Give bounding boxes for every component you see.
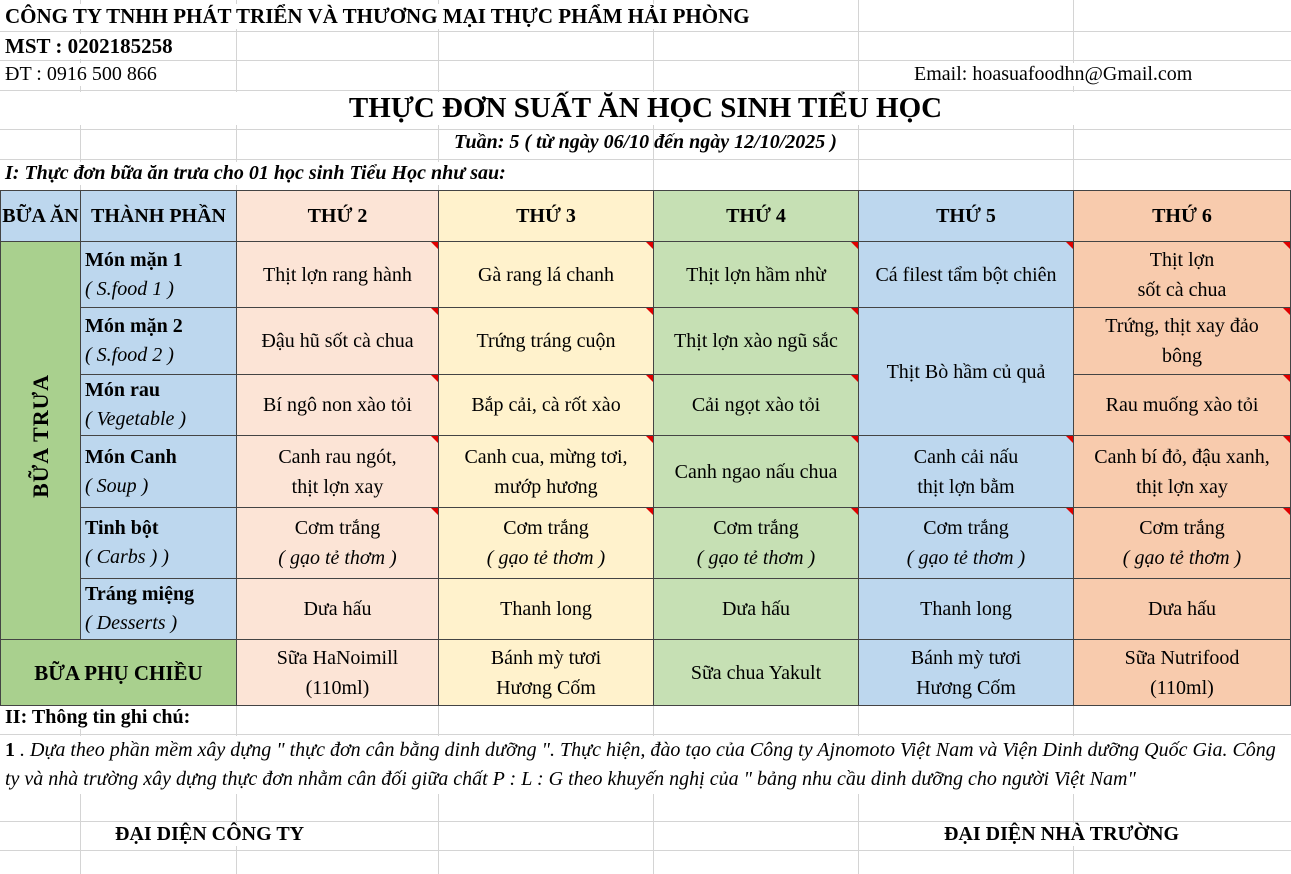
menu-cell[interactable]: Canh cua, mừng tơi, mướp hương — [439, 436, 654, 508]
component-cell: Món mặn 1 ( S.food 1 ) — [81, 242, 237, 308]
menu-cell[interactable]: Canh ngao nấu chua — [654, 436, 859, 508]
header-day-fri: THỨ 6 — [1074, 191, 1291, 242]
table-row — [1, 308, 1291, 375]
menu-cell[interactable]: Rau muống xào tỏi — [1074, 375, 1291, 436]
menu-cell[interactable]: Cơm trắng ( gạo tẻ thơm ) — [859, 508, 1074, 579]
menu-cell[interactable]: Thịt lợn rang hành — [237, 242, 439, 308]
section-notes-heading: II: Thông tin ghi chú: — [5, 706, 191, 728]
email-address: Email: hoasuafoodhn@Gmail.com — [914, 63, 1193, 85]
note-text: . Dựa theo phần mềm xây dựng " thực đơn cân bằng dinh dưỡng ". Thực hiện, đào tạo của Công ty Ajnomoto Việt Nam và Viện Dinh dưỡng Quốc Gia. Công ty và nhà trường xây dựng thực đơn nhằm cân đối giữa chất P : L : G theo khuyến nghị của " bảng nhu cầu dinh dưỡng cho người Việt Nam" — [5, 739, 1276, 790]
school-representative: ĐẠI DIỆN NHÀ TRƯỜNG — [944, 823, 1180, 845]
menu-cell[interactable]: Cơm trắng ( gạo tẻ thơm ) — [439, 508, 654, 579]
note-paragraph — [5, 736, 1285, 794]
menu-cell[interactable]: Cơm trắng ( gạo tẻ thơm ) — [237, 508, 439, 579]
menu-cell[interactable]: Thịt Bò hầm củ quả — [859, 308, 1074, 436]
menu-cell[interactable]: Thanh long — [439, 579, 654, 640]
snack-cell[interactable]: Bánh mỳ tươi Hương Cốm — [439, 640, 654, 706]
header-meal: BỮA ĂN — [1, 191, 81, 242]
component-cell: Món rau ( Vegetable ) — [81, 375, 237, 436]
menu-cell[interactable]: Dưa hấu — [237, 579, 439, 640]
menu-cell[interactable]: Thịt lợn hầm nhừ — [654, 242, 859, 308]
menu-cell[interactable]: Cơm trắng ( gạo tẻ thơm ) — [1074, 508, 1291, 579]
menu-table — [0, 190, 1291, 706]
table-row — [1, 375, 1291, 436]
table-row — [1, 508, 1291, 579]
menu-cell[interactable]: Cá filest tẩm bột chiên — [859, 242, 1074, 308]
menu-cell[interactable]: Trứng, thịt xay đảo bông — [1074, 308, 1291, 375]
table-row — [1, 436, 1291, 508]
menu-cell[interactable]: Bí ngô non xào tỏi — [237, 375, 439, 436]
menu-cell[interactable]: Đậu hũ sốt cà chua — [237, 308, 439, 375]
component-cell: Tráng miệng ( Desserts ) — [81, 579, 237, 640]
menu-cell[interactable]: Canh rau ngót, thịt lợn xay — [237, 436, 439, 508]
table-header-row — [1, 191, 1291, 242]
company-representative: ĐẠI DIỆN CÔNG TY — [115, 823, 305, 845]
menu-cell[interactable]: Cải ngọt xào tỏi — [654, 375, 859, 436]
menu-cell[interactable]: Gà rang lá chanh — [439, 242, 654, 308]
header-day-tue: THỨ 3 — [439, 191, 654, 242]
menu-cell[interactable]: Canh cải nấu thịt lợn bằm — [859, 436, 1074, 508]
snack-cell[interactable]: Bánh mỳ tươi Hương Cốm — [859, 640, 1074, 706]
menu-cell[interactable]: Thanh long — [859, 579, 1074, 640]
phone-number: ĐT : 0916 500 866 — [5, 63, 157, 85]
page-title: THỰC ĐƠN SUẤT ĂN HỌC SINH TIỂU HỌC — [0, 92, 1291, 125]
menu-cell[interactable]: Thịt lợn xào ngũ sắc — [654, 308, 859, 375]
snack-label: BỮA PHỤ CHIỀU — [1, 640, 237, 706]
lunch-label-cell — [1, 242, 81, 640]
menu-cell[interactable]: Bắp cải, cà rốt xào — [439, 375, 654, 436]
menu-cell[interactable]: Dưa hấu — [1074, 579, 1291, 640]
menu-cell[interactable]: Canh bí đỏ, đậu xanh, thịt lợn xay — [1074, 436, 1291, 508]
snack-row — [1, 640, 1291, 706]
menu-cell[interactable]: Dưa hấu — [654, 579, 859, 640]
note-number: 1 — [5, 739, 15, 761]
lunch-label: BỮA TRƯA — [27, 374, 53, 498]
table-row — [1, 242, 1291, 308]
snack-cell[interactable]: Sữa HaNoimill (110ml) — [237, 640, 439, 706]
menu-cell[interactable]: Cơm trắng ( gạo tẻ thơm ) — [654, 508, 859, 579]
snack-cell[interactable]: Sữa Nutrifood (110ml) — [1074, 640, 1291, 706]
company-name: CÔNG TY TNHH PHÁT TRIỂN VÀ THƯƠNG MẠI THỰC PHẨM HẢI PHÒNG — [5, 4, 750, 28]
week-subtitle: Tuần: 5 ( từ ngày 06/10 đến ngày 12/10/2025 ) — [454, 131, 837, 153]
component-cell: Món mặn 2 ( S.food 2 ) — [81, 308, 237, 375]
header-day-mon: THỨ 2 — [237, 191, 439, 242]
table-row — [1, 579, 1291, 640]
tax-code: MST : 0202185258 — [5, 34, 173, 58]
component-cell: Món Canh ( Soup ) — [81, 436, 237, 508]
snack-cell[interactable]: Sữa chua Yakult — [654, 640, 859, 706]
menu-cell[interactable]: Trứng tráng cuộn — [439, 308, 654, 375]
menu-cell[interactable]: Thịt lợn sốt cà chua — [1074, 242, 1291, 308]
section-lunch-heading: I: Thực đơn bữa ăn trưa cho 01 học sinh Tiểu Học như sau: — [5, 162, 506, 184]
header-day-thu: THỨ 5 — [859, 191, 1074, 242]
component-cell: Tinh bột ( Carbs ) ) — [81, 508, 237, 579]
header-component: THÀNH PHẦN — [81, 191, 237, 242]
header-day-wed: THỨ 4 — [654, 191, 859, 242]
